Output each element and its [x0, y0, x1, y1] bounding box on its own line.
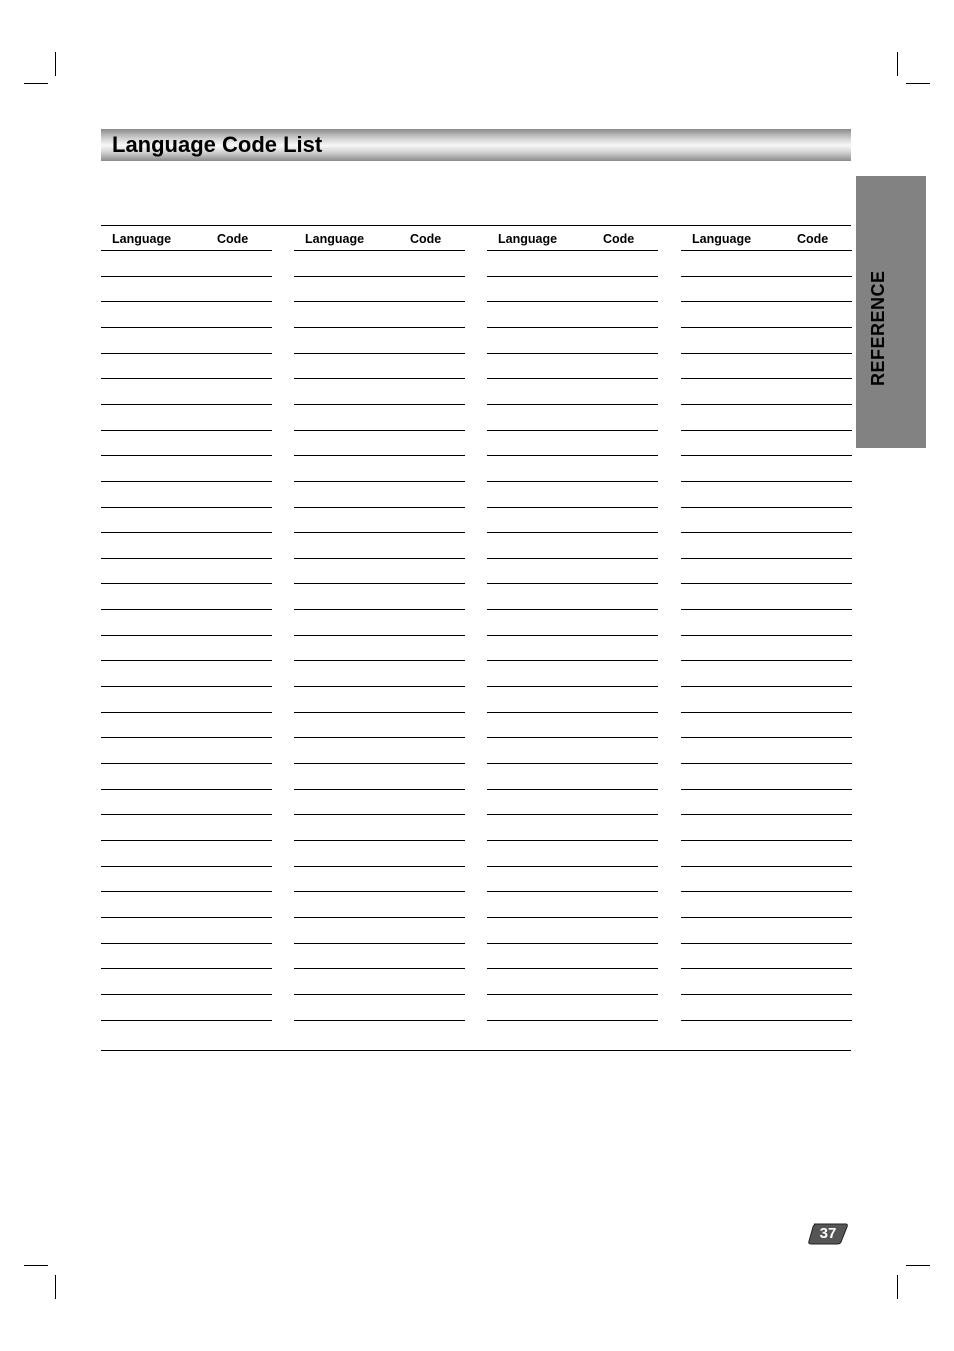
- row-rule: [487, 430, 658, 431]
- row-rule: [101, 378, 272, 379]
- row-rule: [487, 327, 658, 328]
- page-number: 37: [819, 1225, 837, 1242]
- row-rule: [294, 737, 465, 738]
- row-rule: [101, 609, 272, 610]
- row-rule: [681, 353, 852, 354]
- row-rule: [681, 507, 852, 508]
- row-rule: [487, 481, 658, 482]
- row-rule: [681, 583, 852, 584]
- crop-mark: [55, 1275, 56, 1299]
- row-rule: [294, 609, 465, 610]
- row-rule: [294, 583, 465, 584]
- row-rule: [681, 276, 852, 277]
- row-rule: [101, 789, 272, 790]
- row-rule: [681, 327, 852, 328]
- side-tab-label: REFERENCE: [868, 270, 888, 386]
- row-rule: [487, 558, 658, 559]
- row-rule: [681, 712, 852, 713]
- column-header-code: Code: [410, 232, 442, 246]
- row-rule: [101, 712, 272, 713]
- row-rule: [681, 686, 852, 687]
- row-rule: [294, 250, 465, 251]
- row-rule: [487, 866, 658, 867]
- row-rule: [487, 943, 658, 944]
- row-rule: [294, 455, 465, 456]
- row-rule: [681, 994, 852, 995]
- row-rule: [487, 378, 658, 379]
- row-rule: [681, 737, 852, 738]
- row-rule: [487, 609, 658, 610]
- row-rule: [294, 866, 465, 867]
- row-rule: [294, 481, 465, 482]
- row-rule: [681, 558, 852, 559]
- row-rule: [487, 404, 658, 405]
- row-rule: [294, 763, 465, 764]
- row-rule: [294, 660, 465, 661]
- row-rule: [487, 917, 658, 918]
- row-rule: [101, 943, 272, 944]
- row-rule: [101, 430, 272, 431]
- row-rule: [487, 686, 658, 687]
- row-rule: [101, 737, 272, 738]
- crop-mark: [906, 83, 930, 84]
- title-bar: [101, 129, 851, 161]
- row-rule: [294, 968, 465, 969]
- row-rule: [487, 507, 658, 508]
- row-rule: [487, 532, 658, 533]
- crop-mark: [897, 1275, 898, 1299]
- column-header-language: Language: [692, 232, 752, 246]
- side-tab: [856, 176, 926, 448]
- row-rule: [294, 430, 465, 431]
- row-rule: [487, 250, 658, 251]
- row-rule: [681, 968, 852, 969]
- row-rule: [681, 532, 852, 533]
- column-header-language: Language: [305, 232, 365, 246]
- row-rule: [294, 712, 465, 713]
- row-rule: [101, 455, 272, 456]
- row-rule: [681, 660, 852, 661]
- row-rule: [294, 917, 465, 918]
- row-rule: [101, 353, 272, 354]
- row-rule: [101, 481, 272, 482]
- row-rule: [101, 583, 272, 584]
- page-title: Language Code List: [112, 132, 323, 157]
- row-rule: [101, 814, 272, 815]
- row-rule: [294, 994, 465, 995]
- row-rule: [101, 532, 272, 533]
- table-column: [294, 226, 465, 1026]
- row-rule: [101, 635, 272, 636]
- row-rule: [681, 789, 852, 790]
- row-rule: [101, 763, 272, 764]
- row-rule: [681, 814, 852, 815]
- row-rule: [101, 686, 272, 687]
- row-rule: [101, 994, 272, 995]
- row-rule: [681, 378, 852, 379]
- row-rule: [681, 404, 852, 405]
- row-rule: [101, 840, 272, 841]
- row-rule: [681, 609, 852, 610]
- row-rule: [294, 404, 465, 405]
- row-rule: [487, 968, 658, 969]
- row-rule: [681, 430, 852, 431]
- table-column: [487, 226, 658, 1026]
- row-rule: [487, 891, 658, 892]
- table-bottom-rule: [101, 1050, 851, 1051]
- row-rule: [681, 840, 852, 841]
- row-rule: [294, 686, 465, 687]
- row-rule: [294, 301, 465, 302]
- crop-mark: [897, 52, 898, 76]
- row-rule: [487, 737, 658, 738]
- row-rule: [487, 301, 658, 302]
- row-rule: [487, 840, 658, 841]
- table-column: [101, 226, 272, 1026]
- row-rule: [101, 404, 272, 405]
- row-rule: [487, 583, 658, 584]
- row-rule: [294, 1020, 465, 1021]
- page-number-badge: [808, 1222, 848, 1246]
- row-rule: [487, 994, 658, 995]
- row-rule: [681, 481, 852, 482]
- row-rule: [294, 814, 465, 815]
- row-rule: [487, 814, 658, 815]
- column-header-code: Code: [217, 232, 249, 246]
- row-rule: [294, 789, 465, 790]
- crop-mark: [24, 83, 48, 84]
- row-rule: [487, 276, 658, 277]
- row-rule: [681, 943, 852, 944]
- row-rule: [294, 353, 465, 354]
- row-rule: [101, 276, 272, 277]
- row-rule: [681, 917, 852, 918]
- row-rule: [487, 353, 658, 354]
- row-rule: [101, 1020, 272, 1021]
- row-rule: [294, 532, 465, 533]
- row-rule: [487, 635, 658, 636]
- row-rule: [101, 968, 272, 969]
- row-rule: [294, 943, 465, 944]
- row-rule: [487, 660, 658, 661]
- row-rule: [294, 378, 465, 379]
- row-rule: [681, 866, 852, 867]
- table-column: [681, 226, 852, 1026]
- column-header-code: Code: [603, 232, 635, 246]
- row-rule: [681, 891, 852, 892]
- row-rule: [101, 507, 272, 508]
- row-rule: [681, 635, 852, 636]
- row-rule: [487, 1020, 658, 1021]
- column-header-language: Language: [112, 232, 172, 246]
- row-rule: [101, 660, 272, 661]
- row-rule: [101, 917, 272, 918]
- row-rule: [294, 507, 465, 508]
- row-rule: [294, 891, 465, 892]
- column-header-language: Language: [498, 232, 558, 246]
- row-rule: [101, 891, 272, 892]
- row-rule: [101, 558, 272, 559]
- row-rule: [487, 455, 658, 456]
- row-rule: [681, 250, 852, 251]
- row-rule: [294, 840, 465, 841]
- row-rule: [681, 763, 852, 764]
- row-rule: [101, 866, 272, 867]
- row-rule: [101, 250, 272, 251]
- row-rule: [681, 301, 852, 302]
- row-rule: [487, 712, 658, 713]
- crop-mark: [906, 1265, 930, 1266]
- row-rule: [294, 558, 465, 559]
- row-rule: [294, 276, 465, 277]
- row-rule: [101, 327, 272, 328]
- crop-mark: [55, 52, 56, 76]
- row-rule: [681, 455, 852, 456]
- row-rule: [487, 763, 658, 764]
- row-rule: [681, 1020, 852, 1021]
- row-rule: [487, 789, 658, 790]
- crop-mark: [24, 1265, 48, 1266]
- column-header-code: Code: [797, 232, 829, 246]
- row-rule: [101, 301, 272, 302]
- row-rule: [294, 635, 465, 636]
- row-rule: [294, 327, 465, 328]
